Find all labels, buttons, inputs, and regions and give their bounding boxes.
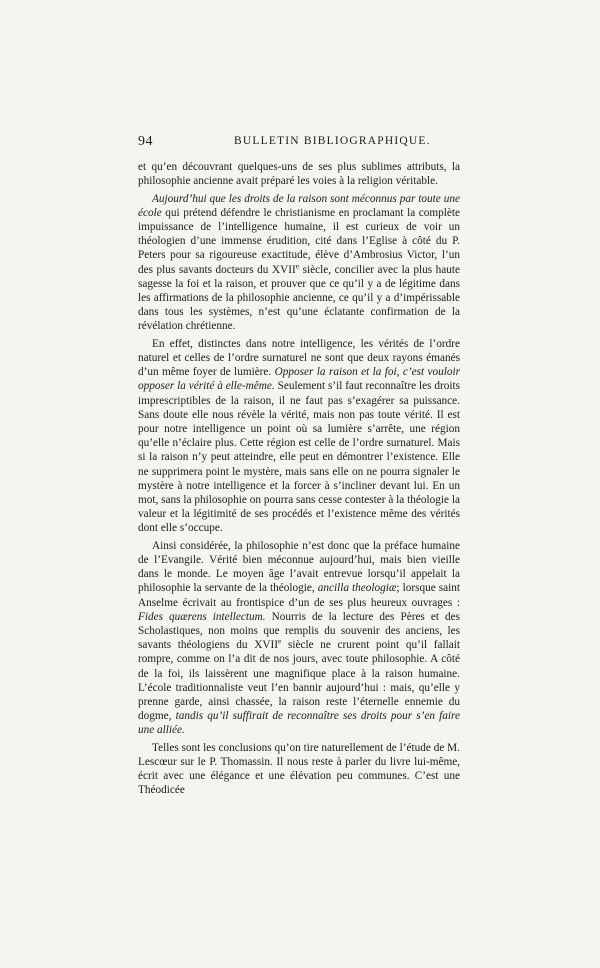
text-segment: qui prétend défendre le christianisme en proclamant la complète impuissance de l’intelligence humaine, il est curieux de voir un théologien d’une immense érudition, cité dans l’Eglise à côté du P. Peters pour sa rigoureuse exactitude, élève d’Ambrosius Victor, l’un des plus savants docteurs du XVII [138,206,460,276]
italic-text: Opposer la raison et la foi, c’est vouloir opposer la vérité à elle-même. [138,366,460,393]
text-segment: et qu’en découvrant quelques-uns de ses plus sublimes attributs, la philosophie ancienne avait préparé les voies à la religion véritable. [138,161,460,188]
page-header [138,134,460,152]
page-number: 94 [138,134,153,149]
text-segment: Seulement s’il faut reconnaître les droits imprescriptibles de la raison, il ne faut pas s’exagérer sa puissance. Sans doute elle nous révèle la vérité, mais non pas toute vérité. Il est pour notre intelligence un point où sa lumière s’arrête, une région qu’elle n’éclaire plus. Cette région est celle de l’ordre surnaturel. Mais si la raison n’y peut atteindre, elle peut en démontrer l’existence. Elle ne supprimera point le mystère, mais sans elle on ne pourra signaler le mystère à notre intelligence et la forcer à s’incliner devant lui. En un mot, sans la philosophie on pourra sans cesse contester à la théologie la valeur et la légitimité de ses procédés et l’existence même des vérités dont elle s’occupe. [138,380,460,535]
text-segment: ; lorsque saint Anselme écrivait au frontispice d’un de ses plus heureux ouvrages : [138,582,460,609]
text-segment: Nourris de la lecture des Pères et des Scholastiques, non moins que remplis du souvenir des anciens, les savants théologiens du XVII [138,610,460,652]
text-segment: siècle ne crurent point qu’il fallait rompre, comme on l’a dit de nos jours, avec toute philosophie. A côté de la foi, ils laissèrent une magnifique place à la raison humaine. L’école traditionnaliste veut l’en bannir aujourd’hui : mais, qu’elle y prenne garde, ainsi chassée, la raison reste l’éternelle ennemie du dogme, [138,639,460,723]
text-segment: Telles sont les conclusions qu’on tire naturellement de l’étude de M. Lescœur sur le P. Thomassin. Il nous reste à parler du livre lui-même, écrit avec une élégance et une élévation peu communes. C’est une Théodicée [138,741,460,797]
paragraph [138,192,460,334]
paragraph [138,741,460,798]
body-text [138,160,460,801]
italic-text: ancilla theologiæ [317,582,397,595]
superscript: e [295,260,300,270]
text-segment: Ainsi considérée, la philosophie n’est donc que la préface humaine de l’Evangile. Vérité bien méconnue aujourd’hui, mais bien vieille dans le monde. Le moyen âge l’avait entrevue lorsqu’il appelait la philosophie la servante de la théologie, [138,539,460,595]
paragraph [138,337,460,536]
paragraph [138,539,460,738]
superscript: e [277,636,282,646]
running-head: BULLETIN BIBLIOGRAPHIQUE. [234,135,431,147]
italic-text: Fides quærens intellectum. [138,610,266,623]
text-segment: En effet, distinctes dans notre intelligence, les vérités de l’ordre naturel et celles de l’ordre surnaturel ne sont que deux rayons émanés d’un même foyer de lumière. [138,337,460,379]
text-segment: siècle, concilier avec la plus haute sagesse la foi et la raison, et prouver que ce qu’il y a de légitime dans les affirmations de la philosophie ancienne, ce qu’il y a d’impérissable dans tous les systèmes, n’est qu’une éclatante confirmation de la révélation chrétienne. [138,263,460,333]
paragraph [138,160,460,188]
italic-text: Aujourd’hui que les droits de la raison sont méconnus par toute une école [138,192,460,219]
italic-text: tandis qu’il suffirait de reconnaître ses droits pour s’en faire une alliée. [138,710,461,737]
